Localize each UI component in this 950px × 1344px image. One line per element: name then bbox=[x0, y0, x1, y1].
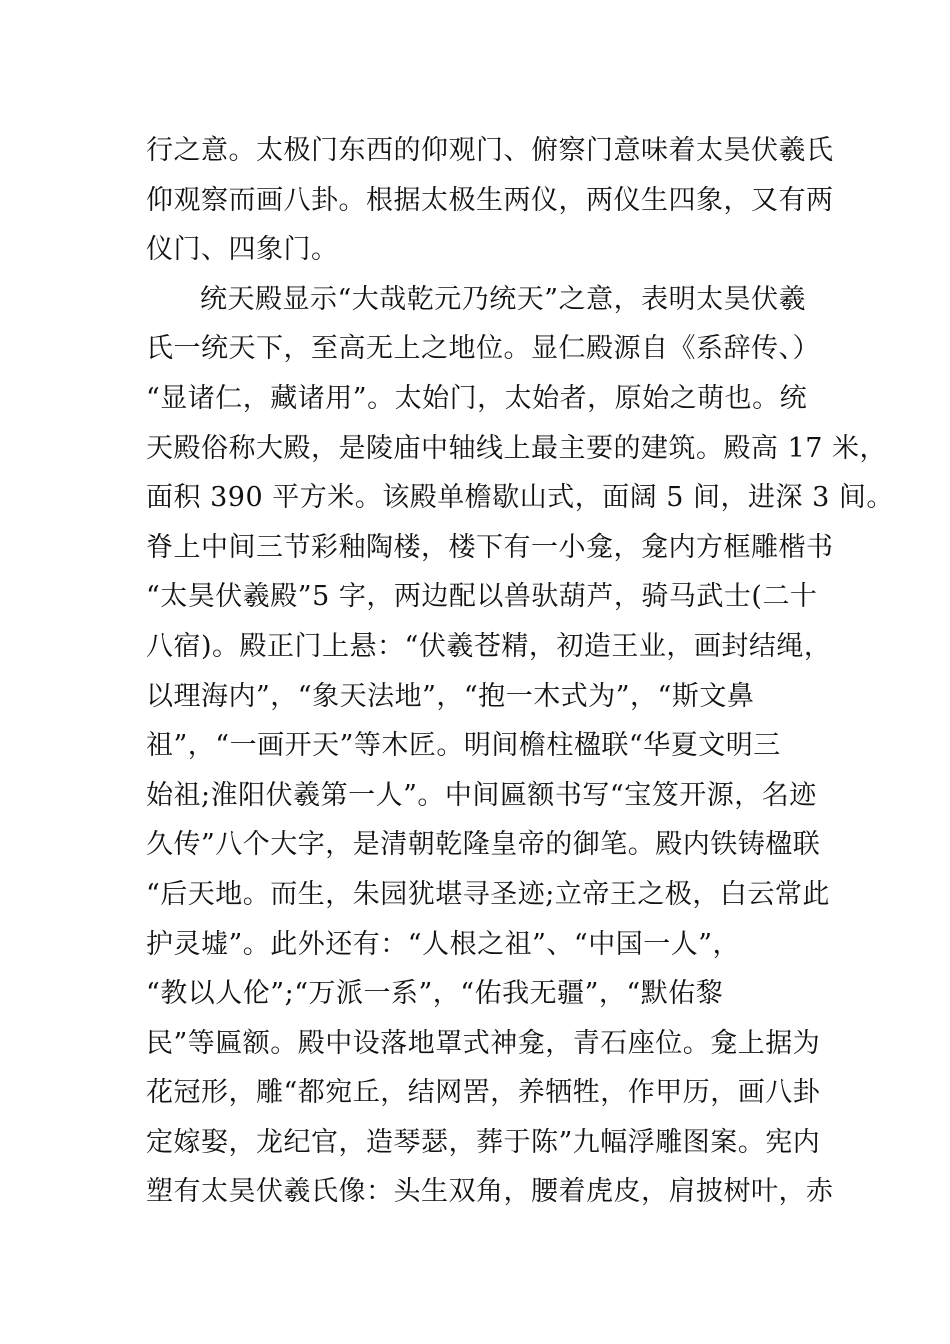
text-line: 脊上中间三节彩釉陶楼，楼下有一小龛，龛内方框雕楷书 bbox=[146, 531, 834, 563]
paragraph bbox=[146, 275, 894, 1217]
text-line: 祖”，“一画开天”等木匠。明间檐柱楹联“华夏文明三 bbox=[146, 730, 781, 762]
text-line: 面积 390 平方米。该殿单檐歇山式，面阔 5 间，进深 3 间。 bbox=[146, 482, 894, 514]
text-line: 统天殿显示“大哉乾元乃统天”之意，表明太昊伏羲 bbox=[200, 283, 807, 315]
text-line: “显诸仁，藏诸用”。太始门，太始者，原始之萌也。统 bbox=[146, 382, 808, 414]
text-line: 以理海内”，“象天法地”，“抱一木式为”，“斯文鼻 bbox=[146, 680, 755, 712]
text-line: 民”等匾额。殿中设落地罩式神龛，青石座位。龛上据为 bbox=[146, 1027, 821, 1059]
text-line: 天殿俗称大殿，是陵庙中轴线上最主要的建筑。殿高 17 米， bbox=[146, 432, 888, 464]
text-line: 八宿)。殿正门上悬：“伏羲苍精，初造王业，画封结绳， bbox=[146, 630, 832, 662]
text-line: “太昊伏羲殿”5 字，两边配以兽驮葫芦，骑马武士(二十 bbox=[146, 581, 818, 613]
text-line: 仰观察而画八卦。根据太极生两仪，两仪生四象，又有两 bbox=[146, 184, 834, 216]
text-line: 护灵墟”。此外还有：“人根之祖”、“中国一人”， bbox=[146, 928, 741, 960]
text-line: “后天地。而生，朱园犹堪寻圣迹;立帝王之极，白云常此 bbox=[146, 878, 830, 910]
paragraph bbox=[146, 126, 836, 275]
text-line: 行之意。太极门东西的仰观门、俯察门意味着太昊伏羲氏 bbox=[146, 135, 834, 166]
text-line: “教以人伦”;“万派一系”，“佑我无疆”，“默佑黎 bbox=[146, 978, 724, 1010]
text-line: 久传”八个大字，是清朝乾隆皇帝的御笔。殿内铁铸楹联 bbox=[146, 829, 821, 861]
text-line: 氏一统天下，至高无上之地位。显仁殿源自《系辞传、） bbox=[146, 333, 820, 365]
text-line: 塑有太昊伏羲氏像：头生双角，腰着虎皮，肩披树叶，赤 bbox=[146, 1176, 834, 1208]
text-line: 始祖;淮阳伏羲第一人”。中间匾额书写“宝笈开源，名迹 bbox=[146, 779, 817, 811]
body-text bbox=[146, 126, 894, 1217]
text-line: 定嫁娶，龙纪官，造琴瑟，葬于陈”九幅浮雕图案。宪内 bbox=[146, 1126, 821, 1158]
text-line: 仪门、四象门。 bbox=[146, 234, 339, 266]
text-line: 花冠形，雕“都宛丘，结网罟，养牺牲，作甲历，画八卦 bbox=[146, 1077, 821, 1109]
